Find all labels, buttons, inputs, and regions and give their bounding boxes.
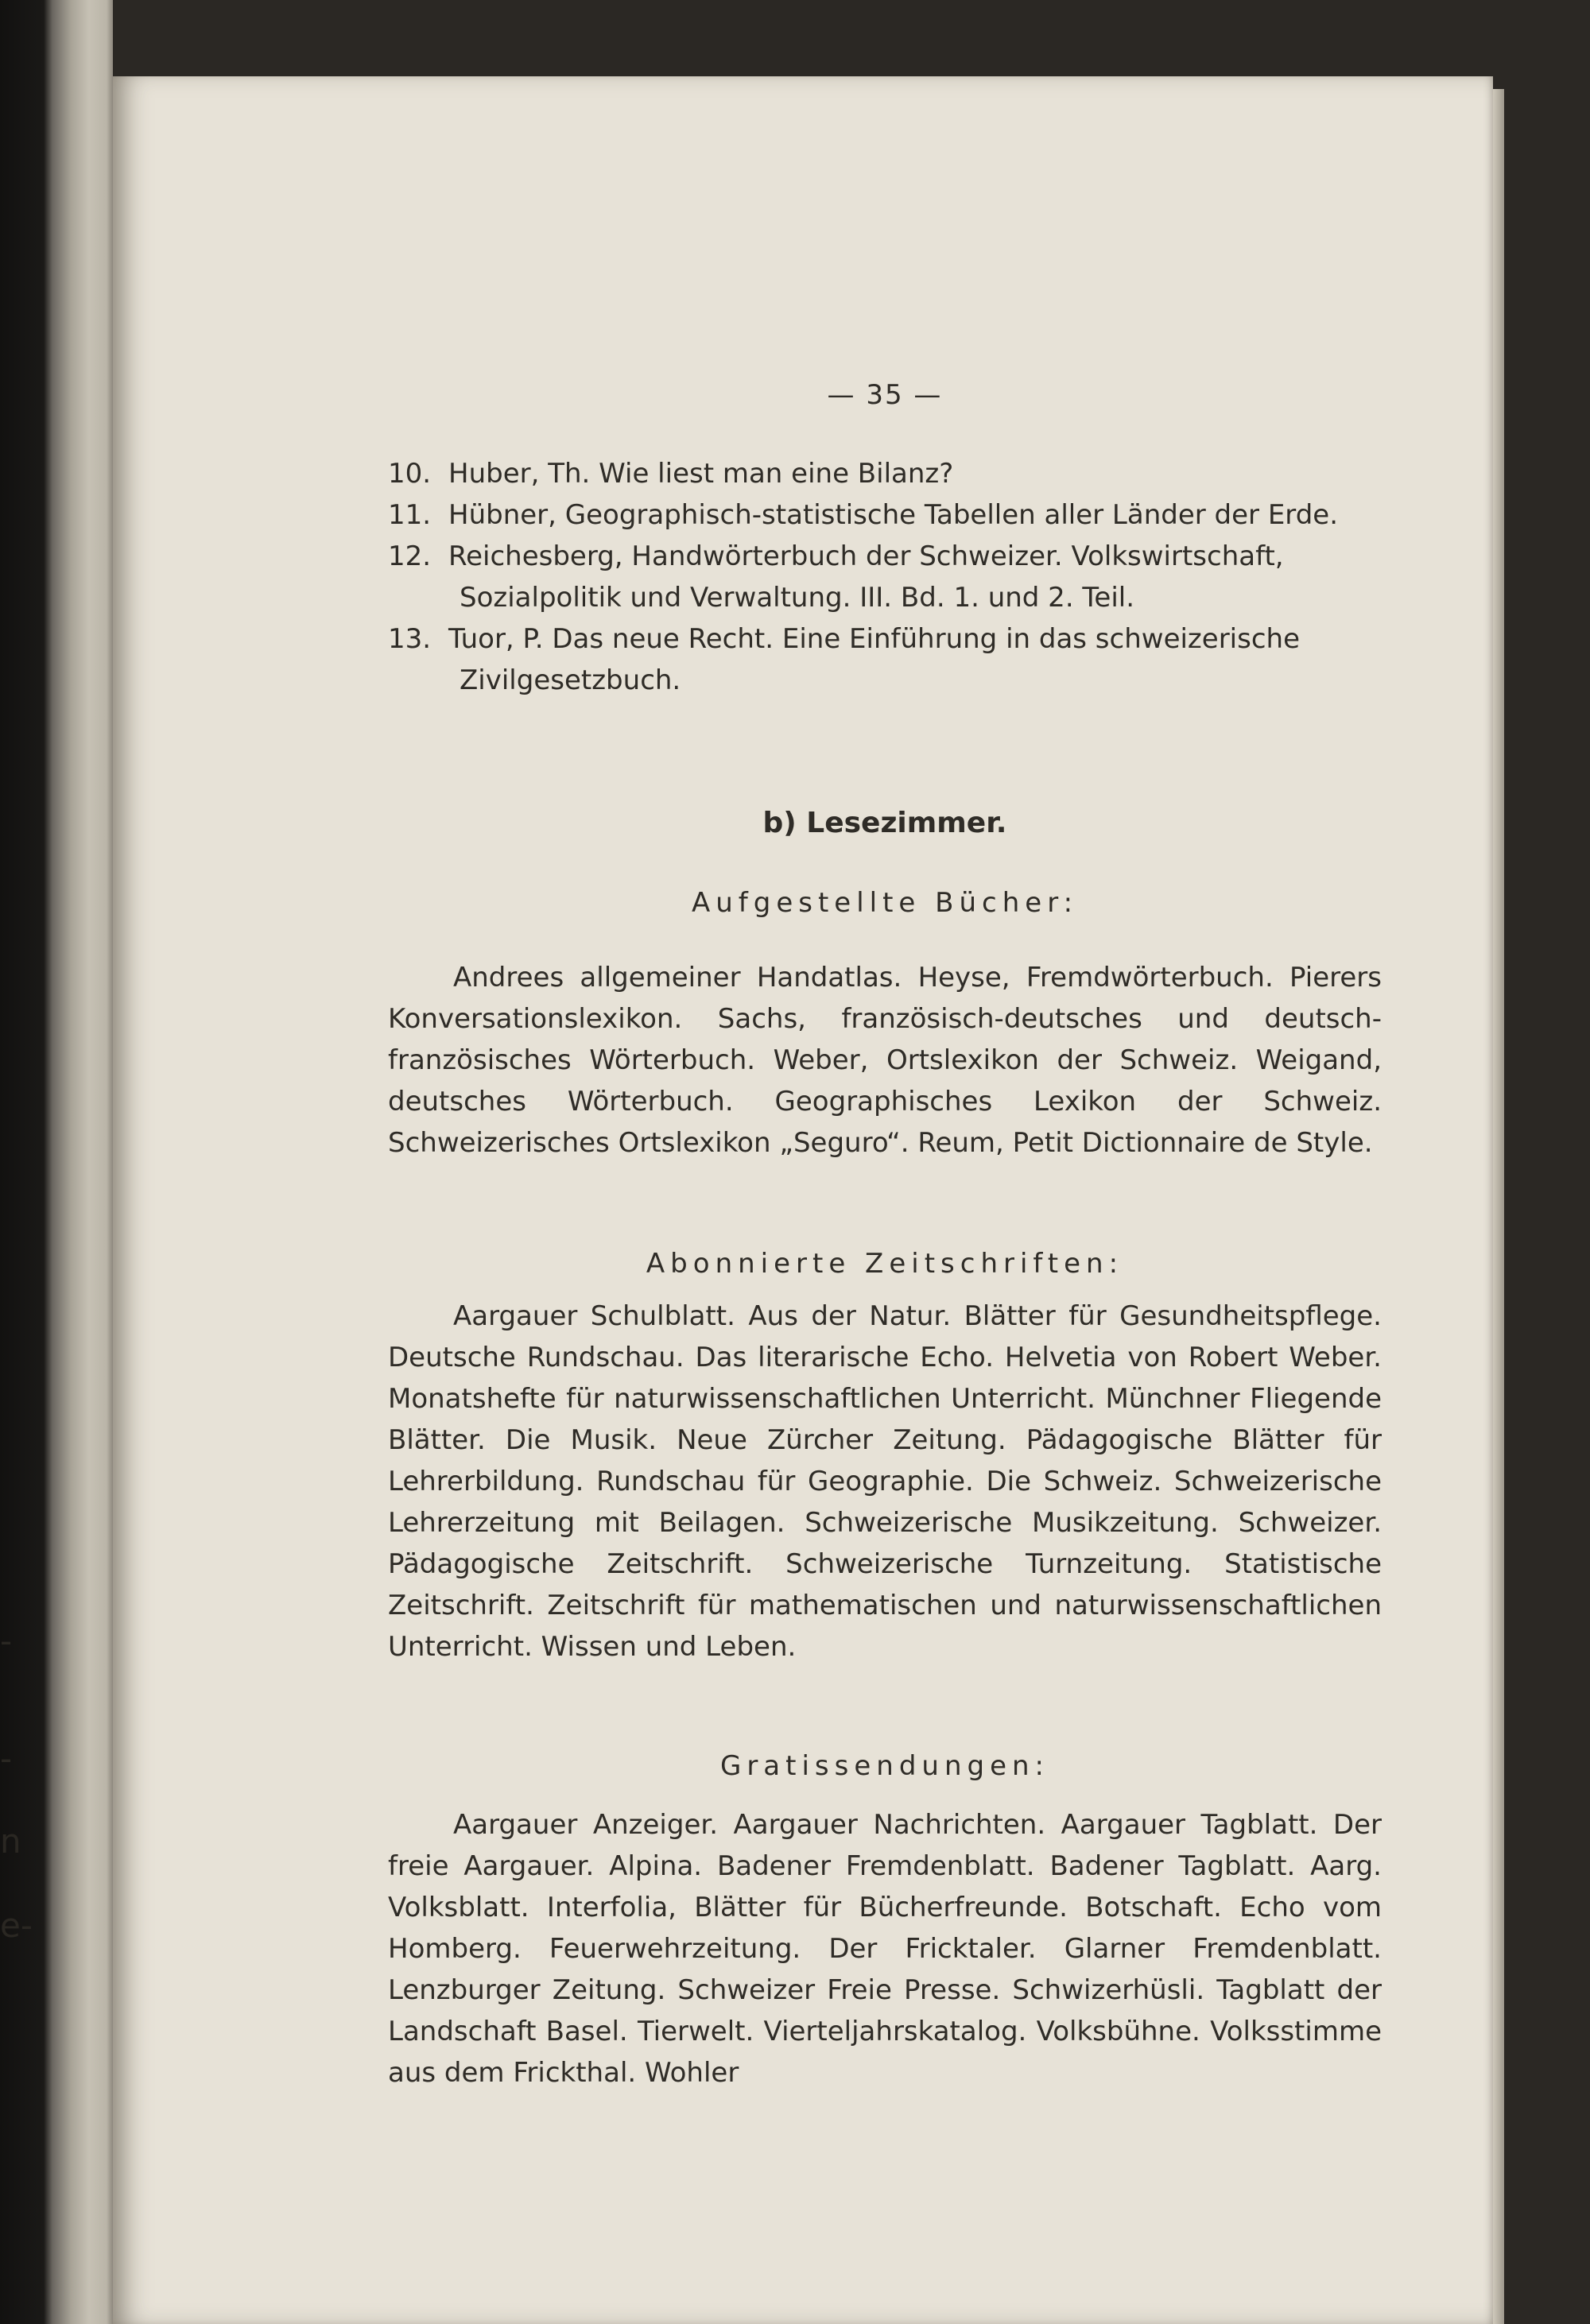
entry-number: 11. — [388, 499, 432, 531]
subsection-paragraph: Andrees allgemeiner Handatlas. Heyse, Fremdwörterbuch. Pierers Konversationslexikon. Sachs, französisch-deutsches und deutsch-französisches Wörterbuch. Weber, Ortslexikon der Schweiz. Weigand, deutsches Wörterbuch. Geographisches Lexikon der Schweiz. Schweizerisches Ortslexikon „Seguro“. Reum, Petit Dictionnaire de Style. — [388, 962, 1382, 1159]
list-entry — [388, 536, 1382, 618]
list-entry — [388, 453, 1382, 494]
entry-number: 13. — [388, 623, 432, 655]
left-page-edge — [0, 0, 113, 2324]
subsection-paragraph: Aargauer Schulblatt. Aus der Natur. Blätter für Gesundheitspflege. Deutsche Rundschau. Das literarische Echo. Helvetia von Robert Weber. Monatshefte für naturwissenschaftlichen Unterricht. Münchner Fliegende Blätter. Die Musik. Neue Zürcher Zeitung. Pädagogische Blätter für Lehrerbildung. Rundschau für Geographie. Die Schweiz. Schweizerische Lehrerzeitung mit Beilagen. Schweizerische Musikzeitung. Schweizer. Pädagogische Zeitschrift. Schweizerische Turnzeitung. Statistische Zeitschrift. Zeitschrift für mathematischen und naturwissenschaftlichen Unterricht. Wissen und Leben. — [388, 1300, 1382, 1663]
entry-text: Tuor, P. Das neue Recht. Eine Einführung in das schweizerische Zivilgesetzbuch. — [448, 623, 1300, 696]
subsection-title: Gratissendungen: — [719, 1750, 1049, 1782]
entry-text: Hübner, Geographisch-statistische Tabellen aller Länder der Erde. — [448, 499, 1338, 531]
list-entry — [388, 494, 1382, 536]
subsection-title: Abonnierte Zeitschriften: — [646, 1248, 1124, 1280]
subsection-paragraph: Aargauer Anzeiger. Aargauer Nachrichten. Aargauer Tagblatt. Der freie Aargauer. Alpina. Badener Fremdenblatt. Badener Tagblatt. Aarg. Volksblatt. Interfolia, Blätter für Bücherfreunde. Botschaft. Echo vom Homberg. Feuerwehrzeitung. Der Fricktaler. Glarner Fremdenblatt. Lenzburger Zeitung. Schweizer Freie Presse. Schwizerhüsli. Tagblatt der Landschaft Basel. Tierwelt. Vierteljahrskatalog. Volksbühne. Volksstimme aus dem Frickthal. Wohler — [388, 1809, 1382, 2089]
left-page-fragment: - — [0, 1739, 13, 1778]
entry-text: Reichesberg, Handwörterbuch der Schweizer. Volkswirtschaft, Sozialpolitik und Verwaltung. III. Bd. 1. und 2. Teil. — [448, 540, 1284, 614]
left-page-fragment: n — [0, 1822, 21, 1861]
left-page-fragment: e- — [0, 1906, 33, 1945]
page-edge — [1493, 89, 1504, 2324]
numbered-list — [388, 453, 1382, 701]
page-number: — 35 — — [827, 379, 943, 411]
section-heading: b) Lesezimmer. — [762, 807, 1007, 839]
entry-text: Huber, Th. Wie liest man eine Bilanz? — [448, 458, 954, 490]
left-page-fragment: - — [0, 1621, 13, 1660]
subsection-title: Aufgestellte Bücher: — [691, 887, 1079, 919]
book-page — [113, 76, 1493, 2324]
entry-number: 10. — [388, 458, 432, 490]
list-entry — [388, 618, 1382, 701]
entry-number: 12. — [388, 540, 432, 572]
